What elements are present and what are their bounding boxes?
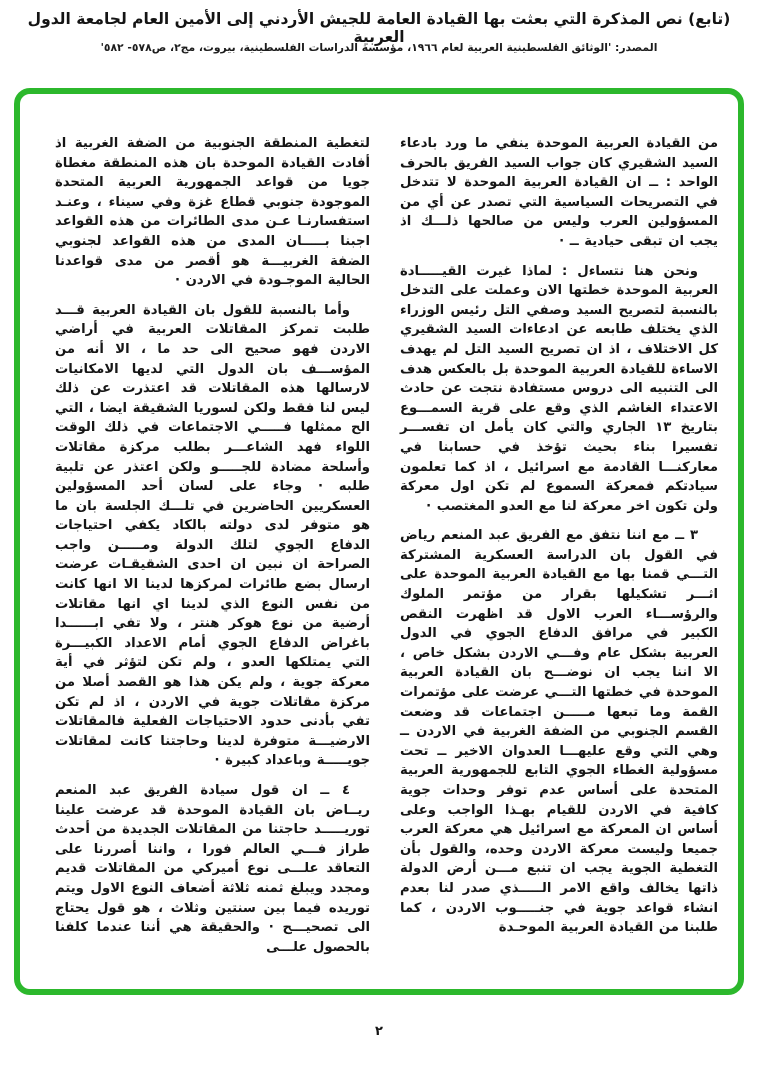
column-left xyxy=(55,134,370,967)
left-column-paragraph-3: ٤ ــ ان قول سيادة الفريق عبد المنعم ريــاض بان القيادة الموحدة قد عرضت علينا توريـــــد حاجتنا من المقاتلات الجديدة من أحدث طراز فـــي العالم فورا ، واننا أصررنا على التعاقد علـــى نوع أميركي من المقاتلات قديم ومجدد ويبلغ ثمنه ثلاثة أضعاف النوع الاول ويتم توريده فيما بين سنتين وثلاث ، هو قول يحتاج الى تصحيـــح · والحقيقة هي أننا عندما كلفنا بالحصول علـــى xyxy=(55,783,370,955)
left-column-paragraph-1: لتغطية المنطقة الجنوبية من الضفة الغربية اذ أفادت القيادة الموحدة بان هذه المنطقة مغطاة جويا من قواعد الجمهورية العربية المتحدة الموجودة جنوبي قطاع غزة وفي سيناء ، وعنـد استفسارنـا عـن مدى الطائرات من هذه القواعد اجبنا بـــــان المدى من هذه القواعد لجنوبي الضفة الغربيـــة هو أقصر من مدى قواعدنا الحالية الموجـودة في الاردن · xyxy=(55,136,370,289)
page-number: ٢ xyxy=(375,1024,383,1039)
right-column-paragraph-1: من القيادة العربية الموحدة ينفي ما ورد بادعاء السيد الشقيري كان جواب السيد الفريق بالحرف الواحد : ــ ان القيادة العربية الموحدة لا تتدخل في التصريحات السياسية التي تصدر عن أي من المسؤولين العرب وليس من صالحها ذلـــك اذ يجب ان تبقى حيادية ــ · xyxy=(400,136,718,249)
page-title: (تابع) نص المذكرة التي بعثت بها القيادة العامة للجيش الأردني إلى الأمين العام لجامعة الدول العربية xyxy=(27,10,731,46)
column-right xyxy=(400,134,718,967)
right-column-paragraph-3: ٣ ــ مع اننا نتفق مع الفريق عبد المنعم رياض في القول بان الدراسة العسكرية المشتركة التـــي قمنا بها مع القيادة العربية الموحدة على اثـــر تشكيلها بقرار من مؤتمر الملوك والرؤســـاء العرب الاول قد اظهرت النقص الكبير في مرافق الدفاع الجوي في الدول العربية بشكل عام وفـــي الاردن بشكل خاص ، الا اننا يجب ان نوضـــح بان القيادة العربية الموحدة في خطتها التـــي عرضت على مؤتمرات القمة وما تبعها مـــــن اجتماعات قد وضعت القسم الجنوبي من الضفة الغربية في الاردن ــ وهي التي وقع عليهـــا العدوان الاخير ــ تحت مسؤولية الغطاء الجوي التابع للجمهورية العربية المتحدة على أساس عدم توفر وحدات جوية كافية في الاردن للقيام بهـذا الواجب وعلى أساس ان المعركة مع اسرائيل هي معركة العرب جميعا وليست معركة الاردن وحده، والقول بأن التغطية الجوية يجب ان تنبع مـــن أرض الدولة ذاتها يخالف واقع الامر الـــــذي صدر لنا بعدم انشاء قواعد جوية في جنـــــوب الاردن ، كما طلبنا من القيادة العربية الموحـدة xyxy=(400,528,718,936)
text-columns xyxy=(20,94,738,967)
left-column-paragraph-2: وأما بالنسبة للقول بان القيادة العربية قـــد طلبت تمركز المقاتلات العربية في أراضي الاردن فهو صحيح الى حد ما ، الا أنه من المؤســـف بان الدول التي لديها الامكانيات لارسالها هذه المقاتلات قد اعتذرت عن ذلك ليس لنا فقط ولكن لسوريا الشقيقة ايضا ، التي الح ممثلها فـــــي الاجتماعات في ذلك الوقت اللواء فهد الشاعـــر بطلب مركزة مقاتلات وأسلحة مضادة للجـــــو ولكن اعتذر عن تلبية طلبه · وجاء على لسان أحد المسؤولين العسكريين الحاضرين في تلـــك الجلسة بان ما هو متوفر لدى دولته بالكاد يكفي احتياجات الدفاع الجوي لتلك الدولة ومـــــن واجب الصراحة ان نبين ان احدى الشقيقـات عرضت ارسال بضع طائرات لمركزها لدينا الا انها كانت من نفس النوع الذي لدينا اي انها مقاتلات أرضية من نوع هوكر هنتر ، ولا تفي ابــــــدا باغراض الدفاع الجوي أمام الاعداد الكبيـــرة التي يمتلكها العدو ، ولم تكن لتؤثر في أية معركة جوية ، ولم يكن هذا هو القصد أصلا من مركزة مقاتلات جوية في الاردن ، اذ لم تكن تفي بأدنى حدود الاحتياجات الفعلية فالمقاتلات الارضيـــة متوفرة لدينا وحاجتنا كانت لمقاتلات جويـــــة وباعداد كبيرة · xyxy=(55,302,370,769)
right-column-paragraph-2: ونحن هنا نتساءل : لماذا غيرت القيـــــادة العربية الموحدة خطتها الان وعملت على التدخل بالنسبة لتصريح السيد وصفي التل رئيس الوزراء الذي يختلف طابعه عن ادعاءات السيد الشقيري كل الاختلاف ، اذ ان تصريح السيد التل لم يهدف الاساءة للقيادة العربية الموحدة بل بالعكس هدف الى التنبيه الى دروس مستفادة نتجت عن حادث الاعتداء الغاشم الذي وقع على قرية السمـــوع بتاريخ ١٣ الجاري والتي كان يأمل ان تفســـر تفسيرا بناء بحيث تؤخذ في حسابنا في معاركنـــا القادمة مع اسرائيل ، اذ كما تعلمون سيادتكم فمعركة السموع لم تكن اول معركة ولن تكون اخر معركة لنا مع العدو المغتصب · xyxy=(400,263,718,514)
source-line: المصدر: 'الوثائق الفلسطينية العربية لعام ١٩٦٦، مؤسسة الدراسات الفلسطينية، بيروت، مج٢، ص٥٧٨- ٥٨٢' xyxy=(100,41,658,54)
green-border-box xyxy=(14,88,744,995)
